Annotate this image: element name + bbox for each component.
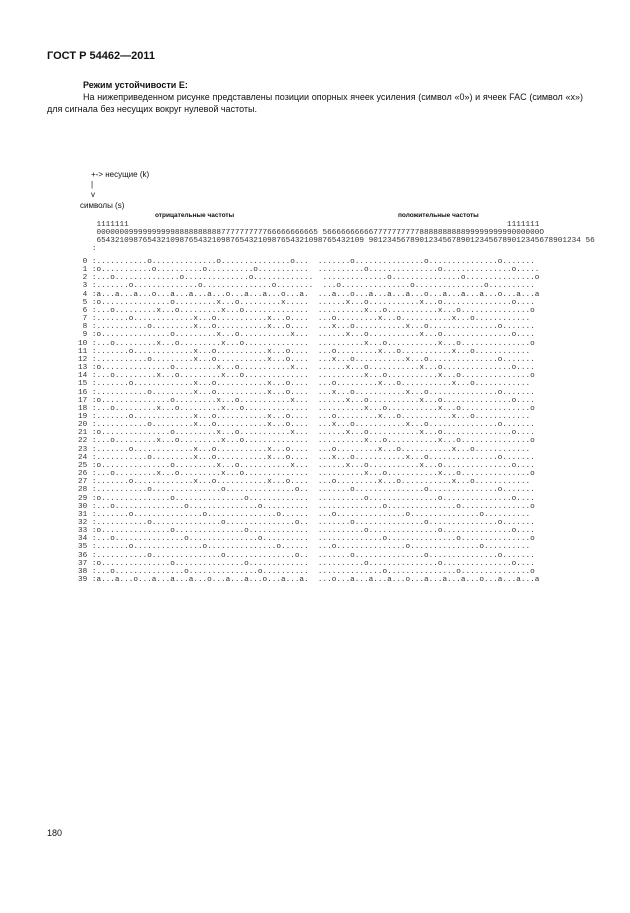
grid-row: 32 :...........o...............o...............o.. .......o...............o...............o....... [78, 519, 535, 527]
symbol-axis-label: символы (s) [80, 201, 125, 210]
carrier-axis-label: +-> несущие (k) [91, 170, 150, 179]
grid-row: 15 :.......o.............x...o...........x...o.... ...o.........x...o...........x...o............ [78, 380, 531, 389]
grid-row: 2 :...o..............o..............o............. ..............o...............o...............o [78, 274, 540, 283]
grid-row: 24 :...........o.........x...o...........x...o.... ...x...o...........x...o...............o....... [78, 453, 535, 462]
axis-arrow: v [91, 190, 95, 199]
grid-row: 0 :...........o..............o...............o... .......o...............o...............o....... [78, 258, 535, 266]
axis-pipe: | [91, 180, 94, 189]
page-number: 180 [47, 828, 63, 838]
grid-row: 4 :a...a...a...o...a...a...a...o...a...a...o...a. ...a...o...a...a...a...o...a...a...a...o...a...a [78, 290, 540, 299]
grid-row: 38 :...o...............o...............o.......... ..............o...............o...............o [78, 567, 535, 576]
grid-row: 3 :.......o..............o...............o........ ...o...............o...............o.......... [78, 282, 535, 291]
grid-row: 33 :o...............o...............o............. ..........o...............o...............o.... [78, 527, 535, 536]
header-line: : [78, 245, 97, 254]
description-paragraph: На нижеприведенном рисунке представлены позиции опорных ячеек усиления (символ «0») и ячеек FAC (символ «x») для сигнала без несущих вокруг нулевой частоты. [47, 92, 583, 114]
header-line: 000000099999999998888888888777777777766666666665 56666666666777777777788888888889999999999000000O [78, 229, 544, 238]
grid-row: 16 :...........o.........x...o...........x...o.... ...x...o...........x...o...............o....... [78, 388, 535, 397]
pilot-grid [78, 258, 539, 584]
grid-row: 21 :o...............o.........x...o...........x... ......x...o...........x...o...............o.... [78, 429, 535, 438]
grid-row: 8 :...........o.........x...o...........x...o.... ...x...o...........x...o...............o....... [78, 323, 535, 332]
grid-row: 23 :.......o.............x...o...........x...o.... ...o.........x...o...........x...o............ [78, 445, 531, 454]
grid-row: 17 :o...............o.........x...o...........x... ......x...o...........x...o...............o.... [78, 396, 535, 405]
header-line: 6543210987654321098765432109876543210987654321098765432109 9012345678901234567890123456789012345678901234 56 [78, 237, 595, 246]
grid-row: 7 :.......o.............x...o...........x...o.... ...o.........x...o...........x...o............ [78, 315, 531, 324]
document-header: ГОСТ Р 54462—2011 [47, 50, 155, 62]
grid-row: 20 :...........o.........x...o...........x...o.... ...x...o...........x...o...............o....... [78, 421, 535, 430]
grid-row: 27 :.......o.............x...o...........x...o.... ...o.........x...o...........x...o............ [78, 478, 531, 487]
grid-row: 26 :...o.........x...o.........x...o.............. ..........x...o...........x...o...............o [78, 470, 535, 479]
grid-row: 6 :...o.........x...o.........x...o.............. ..........x...o...........x...o...............o [78, 306, 535, 315]
grid-row: 9 :o...............o.........x...o...........x... ......x...o...........x...o...............o.... [78, 331, 535, 340]
grid-row: 22 :...o.........x...o.........x...o.............. ..........x...o...........x...o...............o [78, 437, 535, 446]
grid-row: 29 :o...............o...............o............. ..........o...............o...............o.... [78, 494, 535, 503]
grid-row: 30 :...o...............o...............o.......... ..............o...............o...............o [78, 502, 535, 511]
grid-row: 28 :...........o...............o...............o.. .......o...............o...............o....... [78, 486, 535, 495]
grid-row: 18 :...o.........x...o.........x...o.............. ..........x...o...........x...o...............o [78, 404, 535, 413]
grid-row: 11 :.......o.............x...o...........x...o.... ...o.........x...o...........x...o............ [78, 347, 531, 356]
grid-row: 36 :...........o...............o...............o.. .......o...............o...............o....... [78, 551, 535, 560]
grid-row: 25 :o...............o.........x...o...........x... ......x...o...........x...o...............o.... [78, 461, 535, 470]
header-line: 1111111 1111111 [78, 221, 540, 229]
positive-frequencies-caption: положительные частоты [398, 212, 479, 219]
grid-row: 13 :o...............o.........x...o...........x... ......x...o...........x...o...............o.... [78, 364, 535, 373]
section-title: Режим устойчивости E: [83, 80, 188, 90]
carrier-index-header [78, 221, 595, 254]
grid-row: 35 :.......o...............o...............o...... ...o...............o...............o.......... [78, 543, 531, 552]
negative-frequencies-caption: отрицательные частоты [155, 212, 235, 219]
grid-row: 37 :o...............o...............o............. ..........o...............o...............o.... [78, 559, 535, 568]
grid-row: 31 :.......o...............o...............o...... ...o...............o...............o.......... [78, 510, 531, 519]
grid-row: 10 :...o.........x...o.........x...o.............. ..........x...o...........x...o...............o [78, 339, 535, 348]
grid-row: 39 :a...a...o...a...a...a...o...a...a...o...a...a. ...o...a...a...a...o...a...a...a...o...a...a...a [78, 576, 540, 585]
grid-row: 34 :...o...............o...............o.......... ..............o...............o...............o [78, 535, 535, 544]
grid-row: 12 :...........o.........x...o...........x...o.... ...x...o...........x...o...............o....... [78, 355, 535, 364]
grid-row: 14 :...o.........x...o.........x...o.............. ..........x...o...........x...o...............o [78, 372, 535, 381]
grid-row: 5 :o...............o.........x...o.........x..... ......x...o...........x...o...............o.... [78, 298, 535, 307]
grid-row: 19 :.......o.............x...o...........x...o.... ...o.........x...o...........x...o............ [78, 412, 531, 421]
grid-row: 1 :o...........o..........o..........o........... ..........o...............o...............o..... [78, 266, 540, 275]
